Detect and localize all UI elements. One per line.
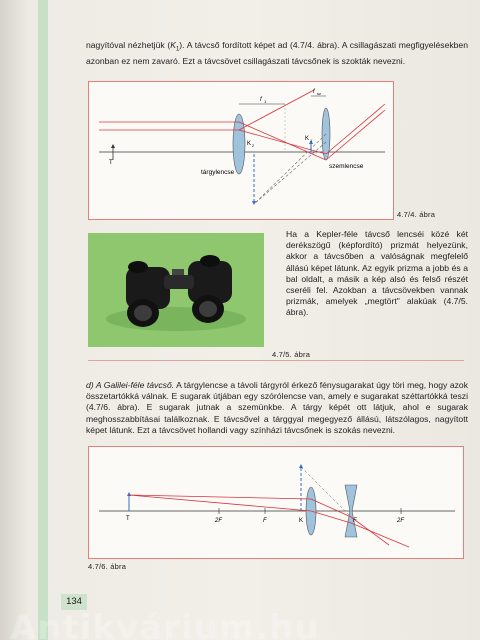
ray-g4 bbox=[311, 511, 351, 523]
label-2f-left: 2F bbox=[215, 518, 223, 524]
label-eyepiece: szemlencse bbox=[329, 163, 364, 170]
ray-7 bbox=[239, 90, 314, 130]
label-f-left: F bbox=[263, 518, 267, 524]
caption-fig-4-7-4: 4.7/4. ábra bbox=[397, 210, 436, 219]
label-fsz: f bbox=[313, 89, 315, 95]
label-k2: K bbox=[247, 141, 252, 147]
label-f1: f bbox=[260, 97, 262, 103]
label-2f-right: 2F bbox=[397, 518, 405, 524]
objective-lens bbox=[233, 114, 245, 174]
label-f1-sub: 1 bbox=[264, 99, 267, 104]
ray-5 bbox=[326, 110, 385, 160]
photo-shadow bbox=[106, 307, 246, 331]
label-k-2: K bbox=[299, 518, 304, 524]
label-objective: tárgylencse bbox=[201, 169, 235, 176]
divider bbox=[88, 360, 464, 361]
caption-fig-4-7-5: 4.7/5. ábra bbox=[272, 350, 311, 359]
galilei-diagram bbox=[89, 447, 465, 560]
paragraph-3: d) A Galilei-féle távcső. A tárgylencse a távoli tárgyról érkező fénysugarakat úgy töri meg, hogy azok összetartókká válnak. E sugarak útjában egy szórólencse van, amely e sugarakat széttartókká teszi (4.7/6. ábra). E sugarak jutnak a szemünkbe. A tárgy képét ott látjuk, ahol e sugarak meghosszabbításai találkoznak. E távcsővel a tárggyal megegyező állású, látszólagos, nagyított képet látunk. Ezt a távcsövet hollandi vagy színházi távcsőnek is szokás nevezni. bbox=[86, 380, 468, 435]
binoculars-photo bbox=[88, 233, 264, 347]
label-k1: K bbox=[305, 136, 310, 142]
binoculars-image bbox=[88, 233, 264, 347]
label-k2-sub: 2 bbox=[252, 143, 255, 148]
label-t-2: T bbox=[126, 516, 130, 522]
ray-6 bbox=[326, 104, 385, 154]
figure-kepler-telescope bbox=[88, 81, 394, 220]
figure-galilei-telescope bbox=[88, 446, 464, 559]
watermark-text: Antikvárium.hu bbox=[10, 608, 320, 640]
ray-3 bbox=[239, 122, 326, 160]
ray-g3 bbox=[311, 499, 351, 517]
ray-g6 bbox=[351, 523, 409, 547]
virtual-image-arrow-head bbox=[252, 201, 256, 205]
label-f-right: F bbox=[353, 518, 357, 524]
page-number: 134 bbox=[61, 594, 87, 610]
caption-fig-4-7-6: 4.7/6. ábra bbox=[88, 562, 127, 571]
label-fsz-sub: sz bbox=[317, 91, 321, 96]
margin-stripe bbox=[38, 0, 48, 640]
paragraph-2: Ha a Kepler-féle távcső lencséi közé két derékszögű (képfordító) prizmát helyezünk, akkor a távcsőben a valóságnak megfelelő állású képet látunk. Az egyik prizma a jobb és a bal oldalt, a másik a kép alsó és felső részét cseréli fel. Azokban a távcsövekben vannak prizmák, amelyek „megtört" alakúak (4.7/5. ábra). bbox=[286, 229, 468, 318]
label-t: T bbox=[109, 160, 113, 166]
image-arrow-2-head bbox=[299, 464, 303, 468]
paragraph-1: nagyítóval nézhetjük $(K_1)$. A távcső fordított képet ad (4.7/4. ábra). A csillagászati megfigyelésekben azonban ez nem zavaró. Ezt a távcsövet csillagászati távcsőnek is szokták nevezni. bbox=[86, 40, 468, 66]
kepler-diagram bbox=[89, 82, 395, 221]
label-k1-sub: 1 bbox=[310, 138, 313, 143]
object-arrow-head bbox=[111, 144, 115, 148]
ray-4 bbox=[239, 130, 326, 154]
